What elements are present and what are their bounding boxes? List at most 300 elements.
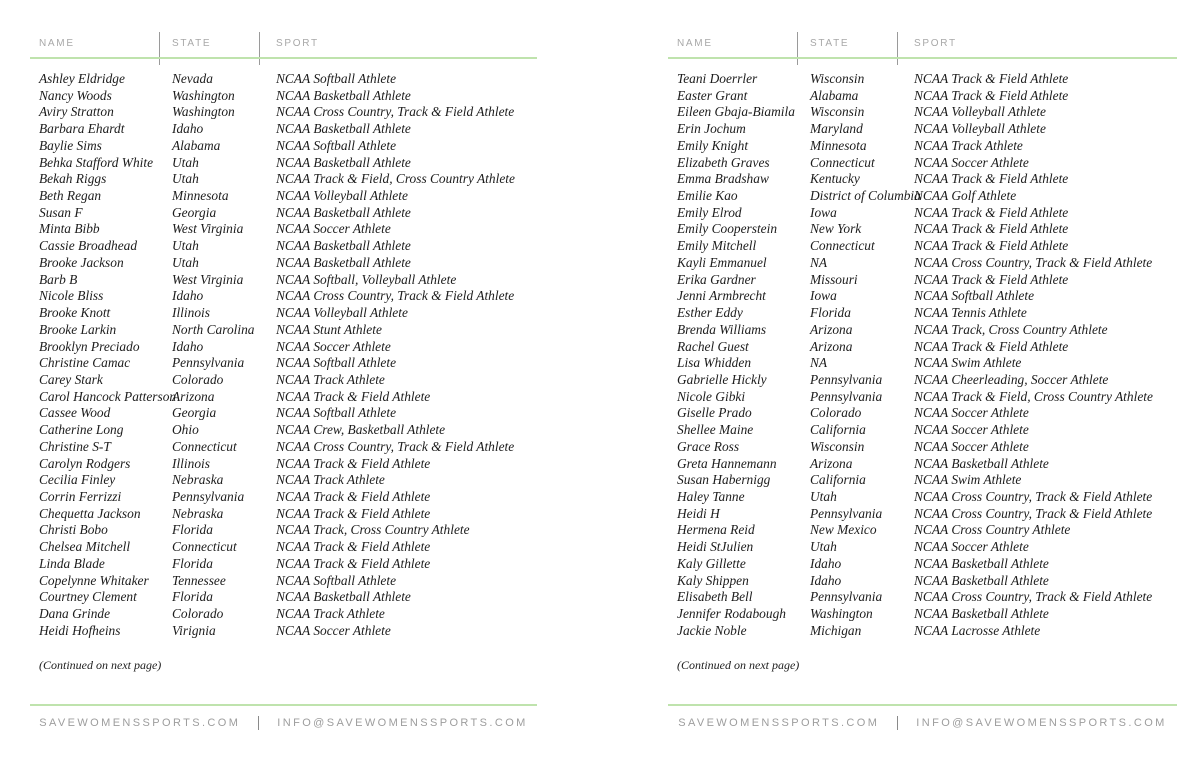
table-row [30, 355, 537, 372]
athlete-sport: NCAA Track, Cross Country Athlete [914, 321, 1108, 337]
table-row [668, 121, 1177, 138]
table-row [30, 138, 537, 155]
table-row [668, 272, 1177, 289]
athlete-state: Colorado [810, 405, 862, 421]
table-row [668, 472, 1177, 489]
athlete-sport: NCAA Cross Country Athlete [914, 522, 1071, 538]
athlete-state: Pennsylvania [810, 505, 883, 521]
athlete-name: Brooke Jackson [39, 254, 124, 270]
athlete-sport: NCAA Cross Country, Track & Field Athlete [914, 505, 1153, 521]
table-row [668, 589, 1177, 606]
athlete-name: Copelynne Whitaker [39, 572, 149, 588]
athlete-state: Idaho [172, 121, 204, 137]
athlete-sport: NCAA Basketball Athlete [914, 606, 1049, 621]
athlete-name: Cassee Wood [39, 405, 111, 421]
athlete-sport: NCAA Track & Field Athlete [276, 555, 431, 571]
athlete-state: Alabama [172, 137, 221, 153]
athlete-sport: NCAA Soccer Athlete [276, 622, 391, 638]
athlete-state: Nevada [172, 71, 213, 86]
athlete-name: Brooke Larkin [39, 321, 117, 337]
athlete-name: Brooke Knott [39, 305, 111, 321]
table-row [668, 221, 1177, 238]
athlete-sport: NCAA Basketball Athlete [276, 87, 411, 103]
athlete-state: Idaho [172, 338, 204, 354]
column-header-state: STATE [810, 38, 850, 49]
athlete-state: Pennsylvania [810, 589, 883, 605]
athlete-sport: NCAA Stunt Athlete [276, 321, 382, 337]
athlete-name: Christi Bobo [39, 522, 108, 538]
athlete-sport: NCAA Soccer Athlete [914, 539, 1029, 555]
athlete-sport: NCAA Soccer Athlete [276, 338, 391, 354]
athlete-name: Giselle Prado [677, 405, 752, 421]
athlete-sport: NCAA Track Athlete [276, 606, 385, 621]
athlete-sport: NCAA Volleyball Athlete [276, 188, 408, 204]
table-row [668, 104, 1177, 121]
table-row [668, 188, 1177, 205]
athlete-sport: NCAA Track & Field Athlete [914, 87, 1069, 103]
athlete-name: Lisa Whidden [677, 355, 752, 371]
table-row [30, 121, 537, 138]
athlete-state: Virignia [172, 622, 216, 638]
athlete-state: Georgia [172, 405, 217, 421]
table-row [30, 539, 537, 556]
athlete-name: Kaly Gillette [677, 555, 746, 571]
athlete-state: Iowa [810, 204, 837, 220]
athlete-sport: NCAA Track & Field Athlete [276, 455, 431, 471]
table-row [30, 589, 537, 606]
column-header-state: STATE [172, 38, 212, 49]
athlete-sport: NCAA Softball Athlete [276, 355, 397, 371]
athlete-sport: NCAA Cross Country, Track & Field Athlete [276, 104, 515, 120]
athlete-name: Carolyn Rodgers [39, 455, 131, 471]
column-header-name: NAME [39, 38, 75, 49]
athlete-name: Elisabeth Bell [677, 589, 753, 605]
athlete-name: Gabrielle Hickly [677, 371, 767, 387]
athlete-sport: NCAA Cross Country, Track & Field Athlete [276, 288, 515, 304]
table-row [30, 171, 537, 188]
athlete-sport: NCAA Volleyball Athlete [914, 121, 1046, 137]
athlete-name: Cecilia Finley [39, 472, 116, 488]
athlete-state: NA [810, 355, 828, 371]
athlete-sport: NCAA Cross Country, Track & Field Athlete [914, 589, 1153, 605]
header-divider [159, 32, 160, 65]
athlete-sport: NCAA Track & Field Athlete [914, 238, 1069, 254]
table-row [668, 255, 1177, 272]
athlete-table [30, 71, 537, 639]
athlete-sport: NCAA Basketball Athlete [276, 154, 411, 170]
page-footer [668, 716, 1177, 730]
athlete-sport: NCAA Soccer Athlete [914, 154, 1029, 170]
table-row [30, 104, 537, 121]
athlete-name: Brenda Williams [677, 321, 767, 337]
athlete-sport: NCAA Softball, Volleyball Athlete [276, 271, 457, 287]
athlete-state: Utah [172, 254, 199, 270]
athlete-sport: NCAA Cross Country, Track & Field Athlete [914, 488, 1153, 504]
athlete-name: Susan F [39, 204, 83, 220]
table-row [668, 623, 1177, 640]
footer-website: SAVEWOMENSSPORTS.COM [39, 717, 241, 729]
table-row [30, 71, 537, 88]
table-row [30, 155, 537, 172]
footer-rule [30, 704, 537, 706]
athlete-name: Baylie Sims [39, 137, 102, 153]
table-row [668, 171, 1177, 188]
athlete-state: Connecticut [172, 438, 237, 454]
athlete-state: West Virginia [172, 271, 244, 287]
athlete-state: Colorado [172, 606, 224, 621]
athlete-name: Bekah Riggs [39, 171, 107, 187]
athlete-sport: NCAA Softball Athlete [276, 572, 397, 588]
athlete-state: Tennessee [172, 572, 226, 588]
table-row [668, 372, 1177, 389]
athlete-name: Eileen Gbaja-Biamila [677, 104, 795, 120]
athlete-sport: NCAA Basketball Athlete [276, 238, 411, 254]
table-row [30, 522, 537, 539]
table-row [30, 221, 537, 238]
table-row [668, 439, 1177, 456]
table-row [668, 389, 1177, 406]
table-row [30, 439, 537, 456]
athlete-sport: NCAA Track & Field Athlete [276, 388, 431, 404]
athlete-state: Pennsylvania [172, 488, 245, 504]
table-row [30, 272, 537, 289]
athlete-name: Carey Stark [39, 371, 103, 387]
athlete-sport: NCAA Cheerleading, Soccer Athlete [914, 371, 1109, 387]
column-header-sport: SPORT [276, 38, 319, 49]
athlete-state: Kentucky [810, 171, 860, 187]
table-row [668, 339, 1177, 356]
footer-website: SAVEWOMENSSPORTS.COM [678, 717, 880, 729]
athlete-sport: NCAA Volleyball Athlete [276, 305, 408, 321]
athlete-state: West Virginia [172, 221, 244, 237]
athlete-sport: NCAA Basketball Athlete [914, 555, 1049, 571]
athlete-sport: NCAA Basketball Athlete [276, 589, 411, 605]
athlete-sport: NCAA Soccer Athlete [276, 221, 391, 237]
table-row [668, 238, 1177, 255]
page-footer [30, 716, 537, 730]
athlete-state: Alabama [810, 87, 859, 103]
table-row [30, 422, 537, 439]
athlete-table [668, 71, 1177, 639]
athlete-state: Utah [810, 488, 837, 504]
athlete-name: Behka Stafford White [39, 154, 154, 170]
table-row [668, 355, 1177, 372]
footer-divider [897, 716, 898, 730]
athlete-state: New Mexico [810, 522, 877, 538]
athlete-state: Pennsylvania [810, 371, 883, 387]
athlete-sport: NCAA Golf Athlete [914, 188, 1017, 204]
athlete-state: Washington [172, 104, 235, 120]
athlete-name: Nicole Gibki [677, 388, 746, 404]
athlete-sport: NCAA Soccer Athlete [914, 438, 1029, 454]
athlete-sport: NCAA Softball Athlete [276, 71, 397, 86]
header-divider [797, 32, 798, 65]
athlete-state: Idaho [172, 288, 204, 304]
athlete-sport: NCAA Softball Athlete [276, 405, 397, 421]
athlete-state: Michigan [810, 622, 862, 638]
table-row [30, 606, 537, 623]
athlete-sport: NCAA Softball Athlete [276, 137, 397, 153]
athlete-state: Pennsylvania [172, 355, 245, 371]
athlete-state: Connecticut [172, 539, 237, 555]
athlete-name: Linda Blade [39, 555, 105, 571]
athlete-state: Missouri [810, 271, 858, 287]
athlete-name: Emily Cooperstein [677, 221, 778, 237]
table-row [30, 288, 537, 305]
athlete-state: Washington [810, 606, 873, 621]
athlete-name: Jenni Armbrecht [677, 288, 766, 304]
athlete-state: Florida [810, 305, 851, 321]
athlete-sport: NCAA Basketball Athlete [276, 254, 411, 270]
table-row [668, 422, 1177, 439]
athlete-sport: NCAA Track & Field Athlete [914, 171, 1069, 187]
athlete-name: Carol Hancock Patterson [39, 388, 177, 404]
athlete-state: Florida [172, 589, 213, 605]
table-row [30, 573, 537, 590]
athlete-name: Aviry Stratton [39, 104, 114, 120]
athlete-name: Corrin Ferrizzi [39, 488, 122, 504]
athlete-name: Susan Habernigg [677, 472, 771, 488]
table-row [668, 288, 1177, 305]
document-page-left [30, 0, 537, 776]
athlete-sport: NCAA Swim Athlete [914, 355, 1022, 371]
athlete-state: Arizona [172, 388, 215, 404]
footer-email: INFO@SAVEWOMENSSPORTS.COM [916, 717, 1167, 729]
table-row [30, 389, 537, 406]
table-row [30, 405, 537, 422]
table-row [668, 138, 1177, 155]
athlete-state: Illinois [172, 455, 210, 471]
document-page-right [668, 0, 1177, 776]
table-row [30, 623, 537, 640]
athlete-name: Courtney Clement [39, 589, 137, 605]
table-row [668, 606, 1177, 623]
athlete-name: Emilie Kao [677, 188, 738, 204]
column-header-name: NAME [677, 38, 713, 49]
table-row [30, 489, 537, 506]
table-row [30, 188, 537, 205]
table-row [668, 522, 1177, 539]
athlete-state: California [810, 472, 866, 488]
athlete-sport: NCAA Track Athlete [276, 472, 385, 488]
athlete-sport: NCAA Track, Cross Country Athlete [276, 522, 470, 538]
footer-divider [258, 716, 259, 730]
athlete-name: Christine Camac [39, 355, 131, 371]
table-row [668, 456, 1177, 473]
table-row [668, 88, 1177, 105]
table-row [668, 322, 1177, 339]
athlete-sport: NCAA Track & Field Athlete [914, 221, 1069, 237]
athlete-state: NA [810, 254, 828, 270]
athlete-state: Florida [172, 522, 213, 538]
athlete-sport: NCAA Track & Field, Cross Country Athlete [276, 171, 515, 187]
athlete-sport: NCAA Basketball Athlete [914, 572, 1049, 588]
athlete-state: Arizona [810, 338, 853, 354]
athlete-name: Catherine Long [39, 422, 124, 438]
athlete-sport: NCAA Soccer Athlete [914, 422, 1029, 438]
athlete-sport: NCAA Cross Country, Track & Field Athlete [276, 438, 515, 454]
table-row [30, 255, 537, 272]
athlete-name: Erika Gardner [677, 271, 756, 287]
table-row [30, 506, 537, 523]
athlete-state: California [810, 422, 866, 438]
athlete-name: Brooklyn Preciado [39, 338, 140, 354]
table-row [668, 155, 1177, 172]
athlete-state: Georgia [172, 204, 217, 220]
athlete-state: North Carolina [172, 321, 255, 337]
athlete-state: Colorado [172, 371, 224, 387]
athlete-state: Illinois [172, 305, 210, 321]
athlete-name: Elizabeth Graves [677, 154, 770, 170]
table-row [30, 472, 537, 489]
athlete-name: Beth Regan [39, 188, 102, 204]
table-row [30, 88, 537, 105]
athlete-name: Kayli Emmanuel [677, 254, 767, 270]
athlete-state: Wisconsin [810, 71, 865, 86]
athlete-state: Utah [172, 238, 199, 254]
athlete-name: Shellee Maine [677, 422, 754, 438]
athlete-name: Heidi StJulien [677, 539, 754, 555]
athlete-state: Ohio [172, 422, 199, 438]
athlete-name: Jennifer Rodabough [677, 606, 786, 621]
athlete-state: Pennsylvania [810, 388, 883, 404]
athlete-state: Arizona [810, 455, 853, 471]
table-row [30, 456, 537, 473]
table-row [668, 539, 1177, 556]
athlete-name: Haley Tanne [677, 488, 745, 504]
continued-note: (Continued on next page) [677, 658, 800, 672]
athlete-sport: NCAA Basketball Athlete [276, 121, 411, 137]
athlete-sport: NCAA Crew, Basketball Athlete [276, 422, 446, 438]
athlete-state: Idaho [810, 572, 842, 588]
table-row [30, 305, 537, 322]
athlete-name: Nancy Woods [39, 87, 112, 103]
athlete-sport: NCAA Track Athlete [914, 137, 1023, 153]
athlete-state: Connecticut [810, 238, 875, 254]
table-row [668, 205, 1177, 222]
athlete-name: Jackie Noble [677, 622, 747, 638]
athlete-state: Nebraska [172, 472, 224, 488]
athlete-name: Rachel Guest [677, 338, 749, 354]
athlete-sport: NCAA Track & Field Athlete [276, 505, 431, 521]
athlete-state: Arizona [810, 321, 853, 337]
athlete-sport: NCAA Track & Field Athlete [914, 204, 1069, 220]
athlete-state: Minnesota [172, 188, 229, 204]
header-divider [897, 32, 898, 65]
athlete-name: Emily Mitchell [677, 238, 757, 254]
continued-note: (Continued on next page) [39, 658, 162, 672]
table-header [668, 37, 1177, 51]
athlete-state: District of Columbia [810, 188, 921, 204]
athlete-name: Grace Ross [677, 438, 740, 454]
athlete-state: Utah [172, 154, 199, 170]
athlete-state: Wisconsin [810, 438, 865, 454]
header-rule [668, 57, 1177, 59]
athlete-state: New York [810, 221, 862, 237]
table-row [30, 238, 537, 255]
table-row [30, 372, 537, 389]
athlete-sport: NCAA Soccer Athlete [914, 405, 1029, 421]
athlete-state: Nebraska [172, 505, 224, 521]
column-header-sport: SPORT [914, 38, 957, 49]
athlete-state: Utah [172, 171, 199, 187]
header-divider [259, 32, 260, 65]
athlete-name: Chequetta Jackson [39, 505, 141, 521]
footer-email: INFO@SAVEWOMENSSPORTS.COM [277, 717, 528, 729]
athlete-name: Kaly Shippen [677, 572, 749, 588]
athlete-sport: NCAA Track & Field Athlete [276, 539, 431, 555]
table-row [668, 556, 1177, 573]
athlete-name: Ashley Eldridge [39, 71, 125, 86]
athlete-state: Iowa [810, 288, 837, 304]
athlete-state: Maryland [810, 121, 863, 137]
table-row [30, 322, 537, 339]
table-header [30, 37, 537, 51]
footer-rule [668, 704, 1177, 706]
athlete-sport: NCAA Volleyball Athlete [914, 104, 1046, 120]
athlete-name: Chelsea Mitchell [39, 539, 131, 555]
athlete-state: Florida [172, 555, 213, 571]
athlete-name: Cassie Broadhead [39, 238, 138, 254]
athlete-sport: NCAA Track & Field Athlete [276, 488, 431, 504]
athlete-sport: NCAA Track & Field Athlete [914, 338, 1069, 354]
athlete-state: Minnesota [810, 137, 867, 153]
athlete-name: Heidi H [677, 505, 720, 521]
athlete-name: Emma Bradshaw [677, 171, 769, 187]
athlete-name: Greta Hannemann [677, 455, 777, 471]
table-row [668, 305, 1177, 322]
athlete-name: Minta Bibb [39, 221, 100, 237]
athlete-name: Christine S-T [39, 438, 111, 454]
athlete-name: Teani Doerrler [677, 71, 758, 86]
athlete-sport: NCAA Track & Field Athlete [914, 71, 1069, 86]
athlete-state: Idaho [810, 555, 842, 571]
athlete-sport: NCAA Track & Field, Cross Country Athlete [914, 388, 1153, 404]
athlete-name: Emily Knight [677, 137, 749, 153]
athlete-name: Heidi Hofheins [39, 622, 121, 638]
athlete-sport: NCAA Basketball Athlete [276, 204, 411, 220]
athlete-sport: NCAA Softball Athlete [914, 288, 1035, 304]
athlete-name: Easter Grant [677, 87, 748, 103]
athlete-name: Erin Jochum [677, 121, 746, 137]
athlete-state: Utah [810, 539, 837, 555]
athlete-sport: NCAA Swim Athlete [914, 472, 1022, 488]
table-row [30, 339, 537, 356]
athlete-name: Dana Grinde [39, 606, 111, 621]
athlete-name: Nicole Bliss [39, 288, 104, 304]
athlete-name: Barb B [39, 271, 78, 287]
table-row [668, 489, 1177, 506]
athlete-name: Esther Eddy [677, 305, 743, 321]
table-row [668, 573, 1177, 590]
athlete-sport: NCAA Track & Field Athlete [914, 271, 1069, 287]
header-rule [30, 57, 537, 59]
athlete-sport: NCAA Lacrosse Athlete [914, 622, 1041, 638]
athlete-state: Connecticut [810, 154, 875, 170]
athlete-sport: NCAA Basketball Athlete [914, 455, 1049, 471]
table-row [668, 71, 1177, 88]
athlete-sport: NCAA Track Athlete [276, 371, 385, 387]
table-row [668, 506, 1177, 523]
athlete-name: Emily Elrod [677, 204, 742, 220]
athlete-name: Hermena Reid [677, 522, 755, 538]
athlete-sport: NCAA Tennis Athlete [914, 305, 1027, 321]
table-row [30, 205, 537, 222]
athlete-state: Washington [172, 87, 235, 103]
table-row [30, 556, 537, 573]
athlete-sport: NCAA Cross Country, Track & Field Athlete [914, 254, 1153, 270]
table-row [668, 405, 1177, 422]
